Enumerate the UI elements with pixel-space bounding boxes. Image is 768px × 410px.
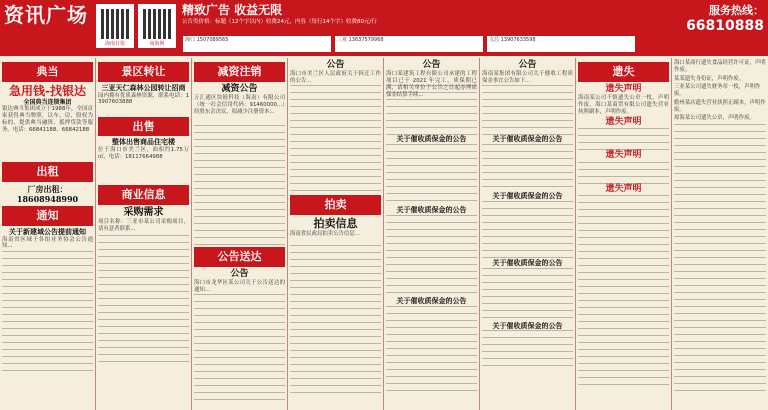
list-item: 儋州某店遗失营业执照正副本，声明作废。 <box>674 99 766 113</box>
col6-title-3: 关于催收质保金的公告 <box>492 257 563 267</box>
col6-title-2: 关于催收质保金的公告 <box>492 191 563 200</box>
col6-title-1: 关于催收质保金的公告 <box>492 134 563 144</box>
section-gonggao-songda: 公告送达 <box>194 247 285 267</box>
transfer-title: 三亚天仁森林公园转让招商 <box>101 82 186 92</box>
loan-subtitle: 全国典当连锁集团 <box>23 98 72 106</box>
column-5 <box>384 58 480 410</box>
column-6 <box>480 58 576 410</box>
section-chushou: 出售 <box>98 117 189 137</box>
section-yishi: 遗失 <box>578 62 669 82</box>
section-dian: 典当 <box>2 62 93 82</box>
col7-text: 海南某公司不慎遗失公章一枚，声明作废。海口某商贸有限公司遗失营业执照副本，声明作废。 <box>578 95 669 115</box>
ticker: 三亚 13637579968 <box>334 35 484 53</box>
page-header <box>0 0 768 56</box>
column-4 <box>288 58 384 410</box>
column-7 <box>576 58 672 410</box>
notice-title: 关于新建域公告提前通知 <box>9 226 86 236</box>
column-2 <box>96 58 192 410</box>
paimai-title: 拍卖信息 <box>313 217 358 230</box>
col4-text-b: 海南省民政局拍卖公告信息... <box>290 230 360 237</box>
column-8 <box>672 58 768 410</box>
notice-text: 海南省区域于各组业务协会公告通知... <box>2 236 93 250</box>
sale-text: 位于海口市美兰区，面积约1.75万㎡，电话：18117664988 <box>98 147 189 160</box>
ticker: 海口 1507089565 <box>182 35 332 53</box>
section-jianzi-zhuxiao: 减资注销 <box>194 62 285 82</box>
hotline-label: 服务热线： <box>709 4 764 17</box>
gonggao-text: 海口市龙华区某公司关于公告送达的通知... <box>194 280 285 293</box>
section-tongzhi: 通知 <box>2 206 93 226</box>
col5-title-3: 关于催收质保金的公告 <box>396 295 467 305</box>
qr-caption: 南海网 <box>139 41 175 47</box>
notice-title: 公告 <box>326 60 345 70</box>
col7-title-0: 遗失声明 <box>605 83 642 94</box>
sale-title: 整体出售商品住宅楼 <box>112 137 175 147</box>
purchase-title: 采购需求 <box>123 206 164 218</box>
list-item: 海口某商行遗失食品经营许可证，声明作废。 <box>674 60 766 73</box>
gonggao-title: 公告 <box>230 268 249 279</box>
rent-text: 厂房出租：18608948990 <box>16 184 79 204</box>
col5-title-0: 公告 <box>422 60 441 70</box>
ticker: 文昌 13907633598 <box>486 35 636 53</box>
hotline-number: 66810888 <box>686 17 764 34</box>
list-item: 琼海某公司遗失公章，声明作废。 <box>674 115 755 122</box>
loan-title: 急用钱-找银达 <box>9 83 86 98</box>
jianzi-text: 万汇通区块链科技（海南）有限公司（统一社会信用代码：91460000...）经股东会决议，拟减少注册资本... <box>194 95 285 115</box>
purchase-text: 项目名称：三亚市某公司采购项目，请有意者联系... <box>98 219 189 232</box>
col7-title-3: 遗失声明 <box>605 183 642 194</box>
column-1 <box>0 58 96 410</box>
section-shangye: 商业信息 <box>98 185 189 205</box>
hotline <box>674 4 764 35</box>
qr-code-icon <box>96 4 134 48</box>
col5-title-2: 关于催收质保金的公告 <box>396 205 467 214</box>
loan-text: 银达典当集团成立于1988年，全国首家获得典当牌照，以车、房、股权为标的，提供典当融资、抵押贷款等服务。电话：66841188、66842188 <box>2 106 93 133</box>
col6-text: 海南某集团有限公司关于催收工程质保金事宜公告如下... <box>482 71 573 84</box>
price-line: 公告类价格：标题（12个字以内）收费24元，内容（每行14个字）收费80元/行 <box>182 19 377 25</box>
qr-code-icon <box>138 4 176 48</box>
transfer-text: 园内拥有优质森林资源，联系电话：13907603888 <box>98 92 189 106</box>
section-paimai: 拍卖 <box>290 195 381 215</box>
col5-text: 海口某建筑工程有限公司承建的工程项目已于 2021 年完工，质保期已满，请相关单位于公告之日起办理质保金结算手续... <box>386 71 477 98</box>
col7-title-2: 遗失声明 <box>605 150 642 161</box>
col5-title-1: 关于催收质保金的公告 <box>396 134 467 144</box>
col4-text-a: 海口市美兰区人民政府关于拆迁工作的公告... <box>290 71 381 84</box>
list-item: 某某遗失身份证，声明作废。 <box>674 75 745 82</box>
logo: 资讯广场 <box>4 3 88 27</box>
section-chuzu: 出租 <box>2 162 93 182</box>
section-zhuanrang: 景区转让 <box>98 62 189 82</box>
list-item: 三亚某公司遗失财务章一枚，声明作废。 <box>674 84 761 97</box>
col7-title-1: 遗失声明 <box>605 117 642 127</box>
col6-title-0: 公告 <box>518 60 537 70</box>
column-3 <box>192 58 288 410</box>
section-jianzi: 减资公告 <box>221 83 258 94</box>
slogan: 精致广告 收益无限 <box>182 3 283 17</box>
qr-caption: 海南日报 <box>97 41 133 47</box>
col6-title-4: 关于催收质保金的公告 <box>492 320 563 330</box>
